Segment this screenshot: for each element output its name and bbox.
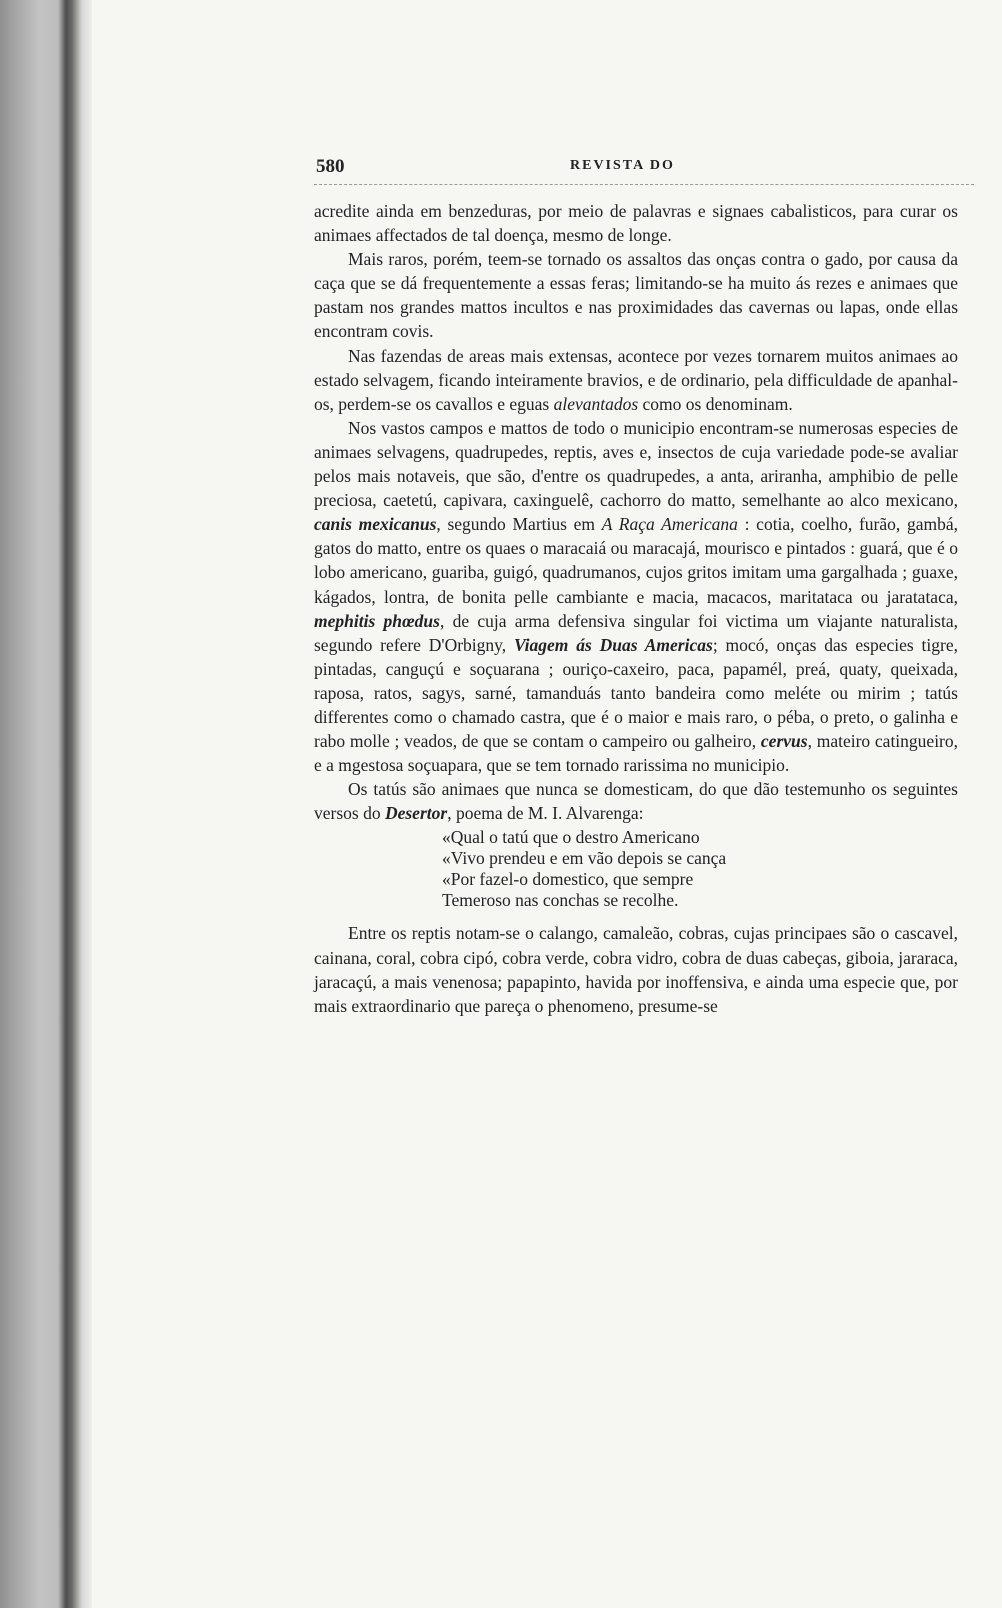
paragraph-text: , segundo Martius em <box>436 514 602 535</box>
verse-line: «Vivo prendeu e em vão depois se cança <box>442 848 727 869</box>
paragraph-text: Nos vastos campos e mattos de todo o municipio encontram-se numerosas especies de animaes selvagens, quadrupedes, reptis, aves e, insectos de cuja variedade pode-se avaliar pelos mais notaveis, que são, d'entre os quadrupedes, a anta, ariranha, amphibio de pelle preciosa, caetetú, capivara, caxinguelê, cachorro do matto, semelhante ao alco mexicano, <box>314 417 958 511</box>
italic-title: Desertor <box>384 803 448 824</box>
paragraph <box>314 247 958 343</box>
italic-title: Viagem ás Duas Americas <box>513 634 713 655</box>
verse-line: «Qual o tatú que o destro Americano <box>442 827 700 848</box>
paragraph <box>314 344 958 416</box>
paragraph-text: como os denominam. <box>638 393 793 414</box>
paragraph <box>314 199 958 247</box>
running-head: REVISTA DO <box>570 158 675 173</box>
header-rule <box>314 184 974 185</box>
page-header <box>314 150 958 180</box>
scan-gutter <box>0 0 92 1608</box>
paragraph-text: Os tatús são animaes que nunca se domesticam, do que dão testemunho os seguintes versos do <box>314 779 958 824</box>
paragraph-text: acredite ainda em benzeduras, por meio de palavras e signaes cabalisticos, para curar os animaes affectados de tal doença, mesmo de longe. <box>314 201 958 246</box>
italic-term: mephitis phœdus <box>314 610 440 631</box>
paragraph <box>314 416 958 777</box>
paragraph-text: Entre os reptis notam-se o calango, camaleão, cobras, cujas principaes são o cascavel, cainana, coral, cobra cipó, cobra verde, cobra vidro, cobra de duas cabeças, giboia, jararaca, jaracaçú, a mais venenosa; papapinto, havida por inoffensiva, e ainda uma especie que, por mais extraordinario que pareça o phenomeno, presume-se <box>314 923 958 1016</box>
paragraph-text: ; mocó, onças das especies tigre, pintadas, canguçú e soçuarana ; ouriço-caxeiro, paca, papamél, preá, quaty, queixada, raposa, ratos, sagys, sarné, tamanduás tanto bandeira como meléte ou mirim ; tatús differentes como o chamado castra, que é o maior e mais raro, o péba, o preto, o galinha e rabo molle ; veados, de que se contam o campeiro ou galheiro, <box>314 634 958 752</box>
verse-line: «Por fazel-o domestico, que sempre <box>442 869 694 890</box>
paragraph-text: , poema de M. I. Alvarenga: <box>447 803 644 824</box>
body-text <box>314 199 958 1018</box>
page-number: 580 <box>316 156 345 177</box>
italic-title: A Raça Americana <box>601 514 738 535</box>
paragraph-text: Nas fazendas de areas mais extensas, acontece por vezes tornarem muitos animaes ao estado selvagem, ficando inteiramente bravios, e de ordinario, pela difficuldade de apanhal-os, perdem-se os cavallos e eguas <box>314 345 958 414</box>
italic-term: canis mexicanus <box>314 514 437 535</box>
verse-line: Temeroso nas conchas se recolhe. <box>442 890 679 911</box>
paragraph-text: , mateiro catingueiro, e a mgestosa soçuapara, que se tem tornado rarissima no municipio. <box>314 731 959 776</box>
paragraph-text: Mais raros, porém, teem-se tornado os assaltos das onças contra o gado, por causa da caça que se dá frequentemente a essas feras; limitando-se ha muito ás rezes e animaes que pastam nos grandes mattos incultos e nas proximidades das cavernas ou lapas, onde ellas encontram covis. <box>314 249 958 342</box>
italic-term: cervus <box>760 731 808 752</box>
paragraph <box>314 777 958 825</box>
paragraph-text: : cotia, coelho, furão, gambá, gatos do matto, entre os quaes o maracaiá ou maracajá, mourisco e pintados : guará, que é o lobo americano, guariba, guigó, quadrumanos, cujos gritos imitam uma gargalhada ; guaxe, kágados, lontra, de bonita pelle cambiante e macia, macacos, maritataca ou jaratataca, <box>314 514 958 607</box>
paragraph-text: , de cuja arma defensiva singular foi victima um viajante naturalista, segundo refere D'Orbigny, <box>314 610 958 655</box>
italic-term: alevantados <box>553 393 639 414</box>
paragraph <box>314 921 958 1017</box>
verse-block <box>442 827 958 911</box>
book-page <box>314 150 958 1018</box>
